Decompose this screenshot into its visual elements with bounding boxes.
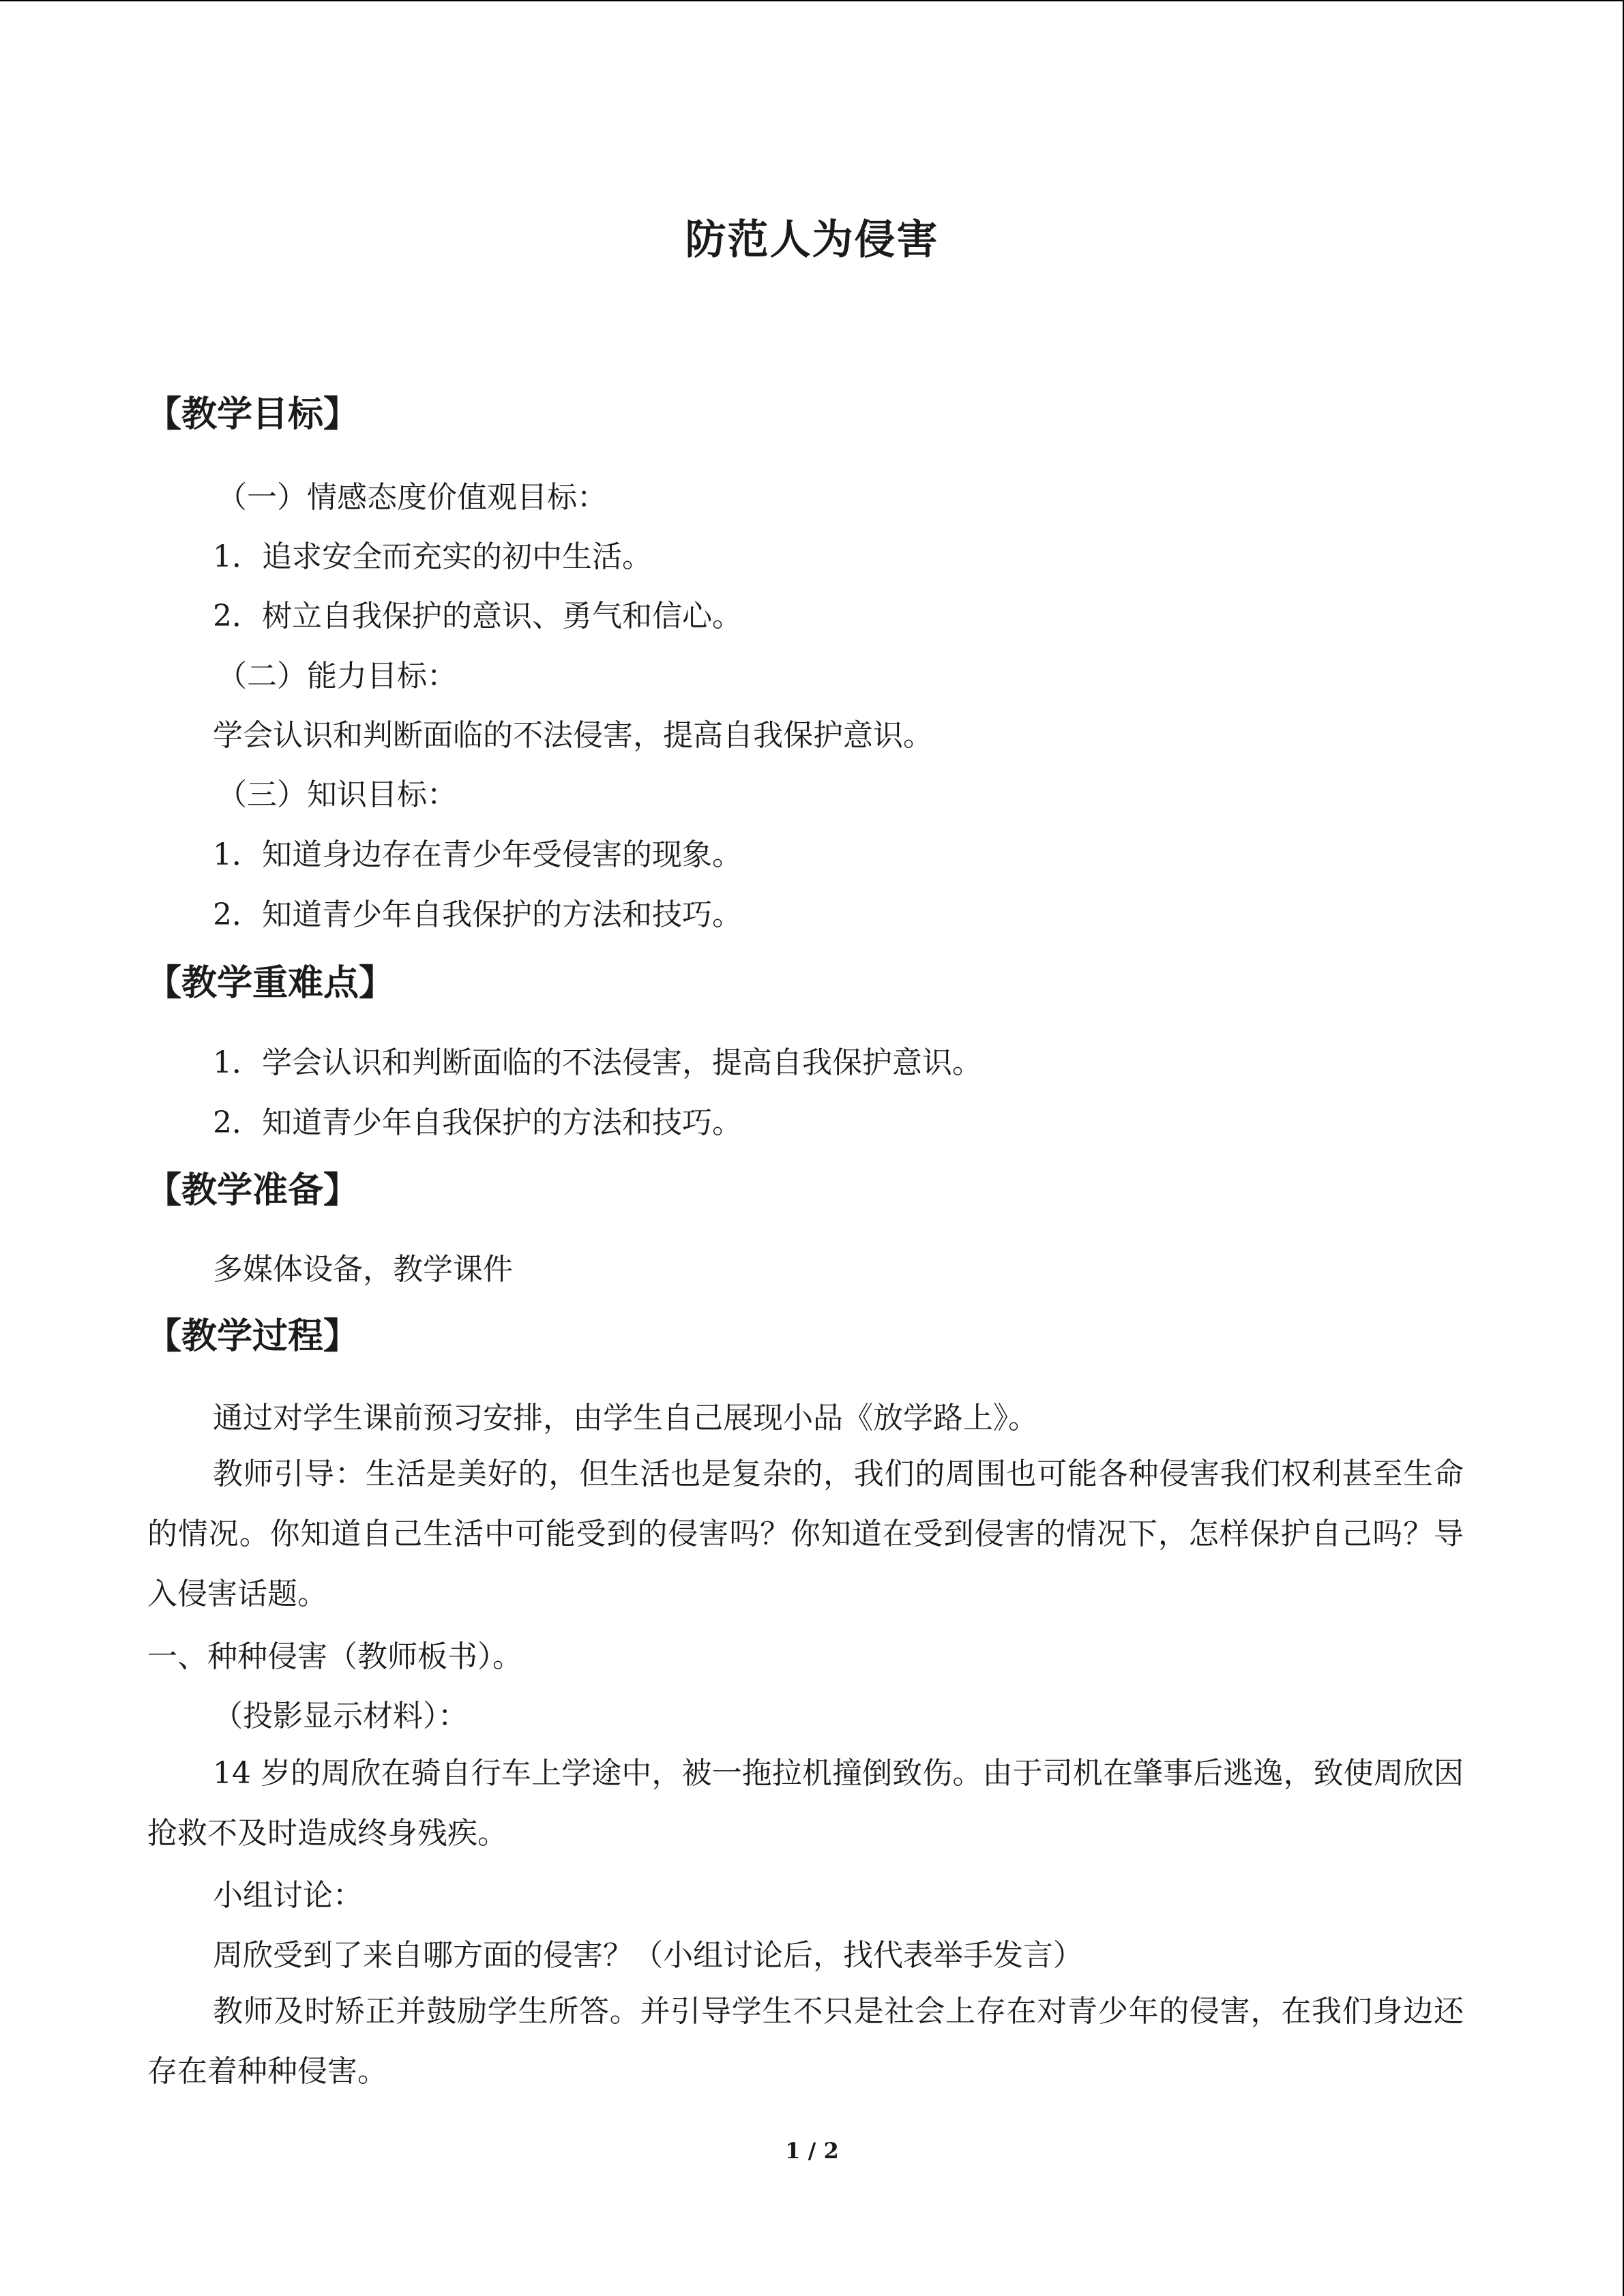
objective-line: 2．树立自我保护的意识、勇气和信心。 — [213, 599, 742, 633]
preparation-line: 多媒体设备，教学课件 — [213, 1252, 513, 1287]
objective-line: 1．追求安全而充实的初中生活。 — [213, 539, 652, 574]
section-heading-key-points: 【教学重难点】 — [146, 963, 395, 1004]
section-heading-preparation: 【教学准备】 — [146, 1170, 359, 1211]
objective-line: 2．知道青少年自我保护的方法和技巧。 — [213, 897, 742, 932]
objective-line: （三）知识目标： — [217, 777, 457, 812]
objective-line: （一）情感态度价值观目标： — [217, 480, 607, 515]
discussion-label: 小组讨论： — [213, 1878, 363, 1913]
key-point-line: 1．学会认识和判断面临的不法侵害，提高自我保护意识。 — [213, 1045, 982, 1080]
process-guide-paragraph: 教师引导：生活是美好的，但生活也是复杂的，我们的周围也可能各种侵害我们权利甚至生命的情况。你知道自己生活中可能受到的侵害吗？你知道在受到侵害的情况下，怎样保护自己吗？导入侵害话题。 — [147, 1457, 1464, 1611]
process-intro: 通过对学生课前预习安排，由学生自己展现小品《放学路上》。 — [213, 1401, 1038, 1435]
case-paragraph: 14 岁的周欣在骑自行车上学途中，被一拖拉机撞倒致伤。由于司机在肇事后逃逸，致使周欣因抢救不及时造成终身残疾。 — [147, 1756, 1464, 1851]
objective-line: （二）能力目标： — [217, 659, 457, 694]
discussion-question: 周欣受到了来自哪方面的侵害？（小组讨论后，找代表举手发言） — [213, 1938, 1083, 1973]
summary-paragraph: 教师及时矫正并鼓励学生所答。并引导学生不只是社会上存在对青少年的侵害，在我们身边还存在着种种侵害。 — [147, 1994, 1464, 2089]
objective-line: 1．知道身边存在青少年受侵害的现象。 — [213, 837, 742, 872]
projection-label: （投影显示材料）： — [213, 1699, 468, 1733]
section-heading-objectives: 【教学目标】 — [146, 394, 359, 435]
page-number: 1 / 2 — [785, 2138, 839, 2164]
document-title: 防范人为侵害 — [685, 216, 939, 264]
objective-line: 学会认识和判断面临的不法侵害，提高自我保护意识。 — [213, 718, 933, 753]
section-heading-process: 【教学过程】 — [146, 1316, 359, 1357]
part1-title: 一、种种侵害（教师板书）。 — [147, 1639, 522, 1674]
key-point-line: 2．知道青少年自我保护的方法和技巧。 — [213, 1105, 742, 1140]
